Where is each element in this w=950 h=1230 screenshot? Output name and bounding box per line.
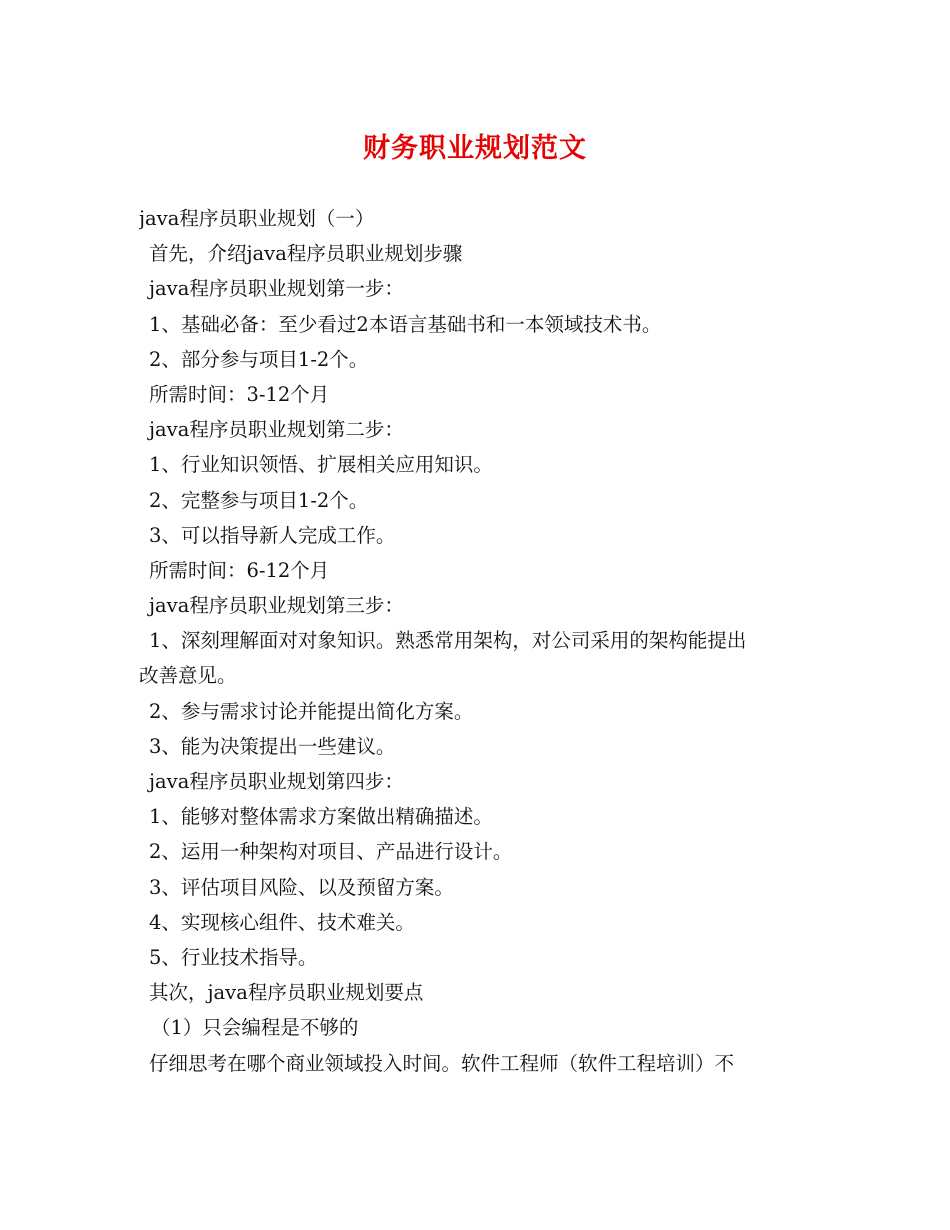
document-title: 财务职业规划范文 xyxy=(363,133,587,164)
text-line: 3、评估项目风险、以及预留方案。 xyxy=(149,875,454,899)
text-line: 1、基础必备：至少看过2本语言基础书和一本领域技术书。 xyxy=(149,312,662,336)
document-body xyxy=(139,201,829,1081)
text-line: 改善意见。 xyxy=(139,664,237,688)
text-line: java程序员职业规划第三步： xyxy=(149,594,404,618)
text-line: 其次，java程序员职业规划要点 xyxy=(149,981,424,1005)
text-line: （1）只会编程是不够的 xyxy=(151,1016,359,1040)
text-line: 首先，介绍java程序员职业规划步骤 xyxy=(149,242,463,266)
text-line: 仔细思考在哪个商业领域投入时间。软件工程师（软件工程培训）不 xyxy=(149,1051,735,1075)
text-line: 1、能够对整体需求方案做出精确描述。 xyxy=(149,805,493,829)
text-line: 1、行业知识领悟、扩展相关应用知识。 xyxy=(149,453,493,477)
text-line: 2、部分参与项目1-2个。 xyxy=(149,347,369,371)
text-line: 1、深刻理解面对对象知识。熟悉常用架构，对公司采用的架构能提出 xyxy=(149,629,747,653)
text-line: 2、参与需求讨论并能提出简化方案。 xyxy=(149,699,474,723)
text-line: 2、运用一种架构对项目、产品进行设计。 xyxy=(149,840,513,864)
text-line: 3、可以指导新人完成工作。 xyxy=(149,523,396,547)
text-line: 4、实现核心组件、技术难关。 xyxy=(149,910,415,934)
text-line: 所需时间：6-12个月 xyxy=(149,558,330,582)
text-line: 3、能为决策提出一些建议。 xyxy=(149,734,396,758)
text-line: 所需时间：3-12个月 xyxy=(149,382,330,406)
text-line: java程序员职业规划第一步： xyxy=(149,277,404,301)
text-line: 5、行业技术指导。 xyxy=(149,945,318,969)
text-line: java程序员职业规划第四步： xyxy=(149,770,404,793)
text-line: java程序员职业规划第二步： xyxy=(149,418,404,442)
text-line: 2、完整参与项目1-2个。 xyxy=(149,488,369,512)
text-line: java程序员职业规划（一） xyxy=(139,207,375,230)
